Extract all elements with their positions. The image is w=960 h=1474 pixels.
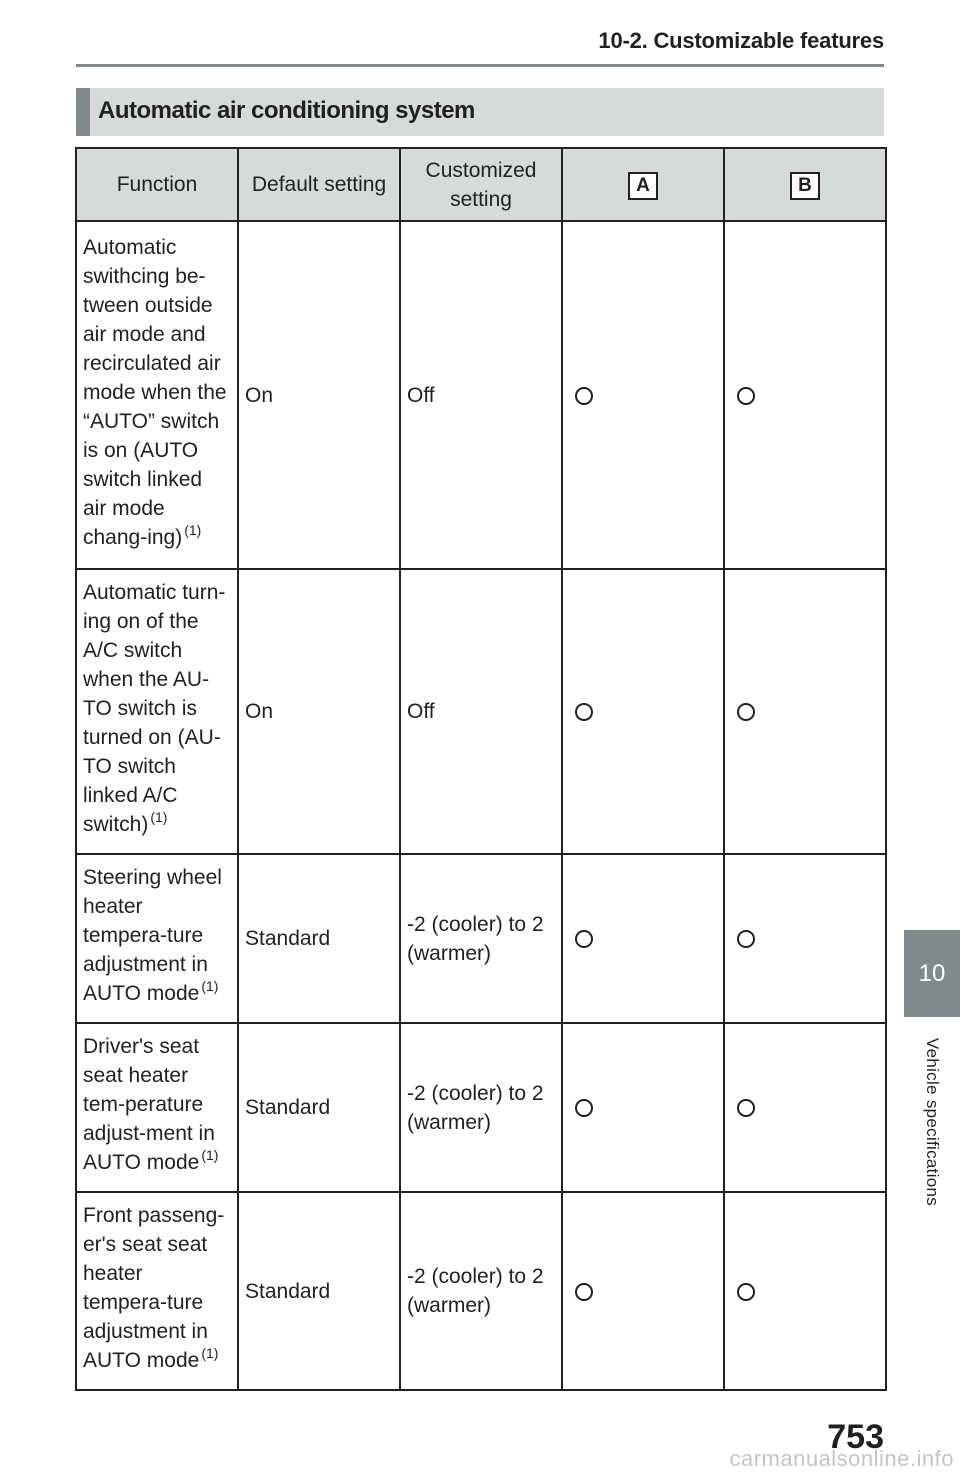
function-text: Automatic turn-ing on of the A/C switch when the AU-TO switch is turned on (AU-TO switch linked A/C switch) <box>83 581 226 836</box>
function-cell <box>76 1192 238 1390</box>
table-row <box>76 854 886 1023</box>
customized-cell: Off <box>400 221 562 569</box>
header-col-b <box>724 148 886 221</box>
header-customized-setting: Customized setting <box>400 148 562 221</box>
watermark: carmanualsonline.info <box>729 1446 954 1471</box>
function-text: Front passeng-er's seat seat heater tempera-ture adjustment in AUTO mode <box>83 1204 225 1372</box>
available-circle-icon <box>737 387 755 405</box>
available-circle-icon <box>737 1099 755 1117</box>
available-circle-icon <box>575 387 593 405</box>
function-text: Automatic swithcing be-tween outside air mode and recirculated air mode when the “AUTO” switch is on (AUTO switch linked air mode chang-ing) <box>83 235 227 549</box>
header-function: Function <box>76 148 238 221</box>
availability-b-cell <box>724 854 886 1023</box>
default-cell: Standard <box>238 854 400 1023</box>
header-divider <box>76 64 884 67</box>
header-default-setting: Default setting <box>238 148 400 221</box>
availability-b-cell <box>724 221 886 569</box>
availability-b-cell <box>724 1192 886 1390</box>
available-circle-icon <box>575 1099 593 1117</box>
availability-b-cell <box>724 1023 886 1192</box>
function-cell <box>76 1023 238 1192</box>
customized-cell: -2 (cooler) to 2 (warmer) <box>400 854 562 1023</box>
chapter-label: Vehicle specifications <box>923 1037 942 1207</box>
available-circle-icon <box>737 703 755 721</box>
available-circle-icon <box>575 703 593 721</box>
col-b-badge: B <box>790 172 820 200</box>
default-cell: Standard <box>238 1192 400 1390</box>
available-circle-icon <box>575 1283 593 1301</box>
table-row <box>76 221 886 569</box>
footnote-ref: (1) <box>201 978 219 994</box>
available-circle-icon <box>737 930 755 948</box>
table-row <box>76 1023 886 1192</box>
customized-cell: -2 (cooler) to 2 (warmer) <box>400 1023 562 1192</box>
available-circle-icon <box>737 1283 755 1301</box>
section-title: Automatic air conditioning system <box>98 97 475 124</box>
page-number: 753 <box>827 1418 884 1456</box>
default-cell: On <box>238 569 400 854</box>
footnote-ref: (1) <box>201 1345 219 1361</box>
availability-b-cell <box>724 569 886 854</box>
customization-table <box>75 147 887 1391</box>
function-cell <box>76 221 238 569</box>
table-row <box>76 1192 886 1390</box>
section-heading-bar <box>76 88 884 136</box>
function-text: Steering wheel heater tempera-ture adjustment in AUTO mode <box>83 866 222 1005</box>
default-cell: On <box>238 221 400 569</box>
chapter-number: 10 <box>918 959 946 987</box>
default-cell: Standard <box>238 1023 400 1192</box>
col-a-badge: A <box>628 172 658 200</box>
header-col-a <box>562 148 724 221</box>
table-header-row <box>76 148 886 221</box>
customized-cell: Off <box>400 569 562 854</box>
function-text: Driver's seat seat heater tem-perature adjust-ment in AUTO mode <box>83 1035 215 1174</box>
table-row <box>76 569 886 854</box>
footnote-ref: (1) <box>184 521 202 538</box>
footnote-ref: (1) <box>150 809 168 825</box>
available-circle-icon <box>575 930 593 948</box>
availability-a-cell <box>562 221 724 569</box>
function-cell <box>76 569 238 854</box>
function-cell <box>76 854 238 1023</box>
availability-a-cell <box>562 1192 724 1390</box>
availability-a-cell <box>562 854 724 1023</box>
running-header-title: 10-2. Customizable features <box>598 28 884 53</box>
footnote-ref: (1) <box>201 1147 219 1163</box>
chapter-tab[interactable] <box>904 930 960 1017</box>
customized-cell: -2 (cooler) to 2 (warmer) <box>400 1192 562 1390</box>
availability-a-cell <box>562 569 724 854</box>
availability-a-cell <box>562 1023 724 1192</box>
